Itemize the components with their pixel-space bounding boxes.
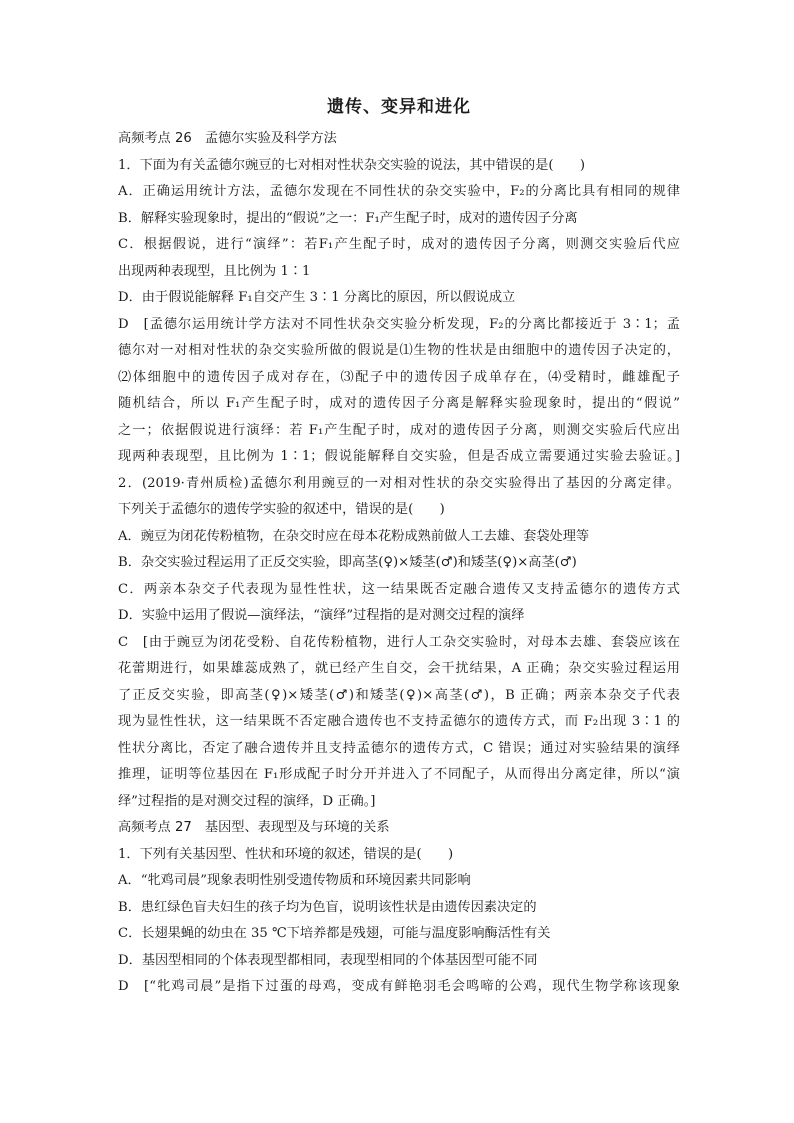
text-line: 现为显性性状，这一结果既不否定融合遗传也不支持孟德尔的遗传方式，而 F₂出现 3∶1 的 [118, 714, 680, 729]
text-line: B．杂交实验过程运用了正反交实验，即高茎(♀)×矮茎(♂)和矮茎(♀)×高茎(♂) [118, 555, 577, 570]
text-line: 1．下面为有关孟德尔豌豆的七对相对性状杂交实验的说法，其中错误的是( ) [118, 157, 586, 173]
text-line: 推理，证明等位基因在 F₁形成配子时分开并进入了不同配子，从而得出分离定律，所以“演 [118, 767, 680, 782]
text-line: 随机结合，所以 F₁产生配子时，成对的遗传因子分离是解释实验现象时，提出的“假说” [118, 396, 680, 411]
text-line: 2．(2019·青州质检)孟德尔利用豌豆的一对相对性状的杂交实验得出了基因的分离定律。 [118, 475, 680, 491]
text-line: D [“牝鸡司晨”是指下过蛋的母鸡，变成有鲜艳羽毛会鸣啼的公鸡，现代生物学称该现象 [118, 979, 680, 994]
text-line: 下列关于孟德尔的遗传学实验的叙述中，错误的是( ) [118, 502, 445, 517]
text-line: ⑵体细胞中的遗传因子成对存在，⑶配子中的遗传因子成单存在，⑷受精时，雌雄配子 [118, 369, 680, 385]
text-line: A．豌豆为闭花传粉植物，在杂交时应在母本花粉成熟前做人工去雄、套袋处理等 [118, 528, 590, 544]
text-line: 之一；依据假说进行演绎：若 F₁产生配子时，成对的遗传因子分离，则测交实验后代应出 [118, 422, 680, 438]
document-body [118, 126, 680, 1001]
text-line: A．正确运用统计方法，孟德尔发现在不同性状的杂交实验中，F₂的分离比具有相同的规律 [118, 184, 680, 199]
text-line: D．基因型相同的个体表现型都相同，表现型相同的个体基因型可能不同 [118, 952, 538, 968]
text-line: D．由于假说能解释 F₁自交产生 3∶1 分离比的原因，所以假说成立 [118, 290, 516, 305]
text-line: C．两亲本杂交子代表现为显性性状，这一结果既否定融合遗传又支持孟德尔的遗传方式 [118, 581, 680, 597]
text-line: C．根据假说，进行“演绎”：若F₁产生配子时，成对的遗传因子分离，则测交实验后代应 [118, 237, 680, 252]
text-line: D [孟德尔运用统计学方法对不同性状杂交实验分析发现，F₂的分离比都接近于 3∶1；孟 [118, 316, 680, 332]
text-line: 了正反交实验，即高茎(♀)×矮茎(♂)和矮茎(♀)×高茎(♂)，B 正确；两亲本杂交子代表 [118, 687, 680, 703]
text-line: 德尔对一对相对性状的杂交实验所做的假说是⑴生物的性状是由细胞中的遗传因子决定的， [118, 343, 680, 358]
text-line: B．解释实验现象时，提出的“假说”之一：F₁产生配子时，成对的遗传因子分离 [118, 210, 578, 226]
text-line: B．患红绿色盲夫妇生的孩子均为色盲，说明该性状是由遗传因素决定的 [118, 899, 537, 915]
text-line: 出现两种表现型，且比例为 1∶1 [118, 263, 311, 279]
section-heading: 高频考点 27 基因型、表现型及与环境的关系 [118, 820, 390, 835]
text-line: 花蕾期进行，如果雄蕊成熟了，就已经产生自交，会干扰结果，A 正确；杂交实验过程运用 [118, 661, 680, 676]
text-line: A．“牝鸡司晨”现象表明性别受遗传物质和环境因素共同影响 [118, 873, 471, 888]
text-line: D．实验中运用了假说—演绎法，“演绎”过程指的是对测交过程的演绎 [118, 608, 525, 623]
text-line: C．长翅果蝇的幼虫在 35 ℃下培养都是残翅，可能与温度影响酶活性有关 [118, 926, 551, 941]
text-line: 现两种表现型，且比例为 1∶1；假说能解释自交实验，但是否成立需要通过实验去验证。] [118, 449, 680, 464]
document-title: 遗传、变异和进化 [327, 97, 471, 117]
text-line: 性状分离比，否定了融合遗传并且支持孟德尔的遗传方式，C 错误；通过对实验结果的演绎 [118, 740, 680, 756]
text-line: 绎”过程指的是对测交过程的演绎，D 正确。] [118, 793, 376, 809]
document-page [118, 92, 680, 1001]
text-line: C [由于豌豆为闭花受粉、自花传粉植物，进行人工杂交实验时，对母本去雄、套袋应该在 [118, 634, 680, 650]
section-heading: 高频考点 26 孟德尔实验及科学方法 [118, 131, 337, 146]
text-line: 1．下列有关基因型、性状和环境的叙述，错误的是( ) [118, 846, 454, 862]
